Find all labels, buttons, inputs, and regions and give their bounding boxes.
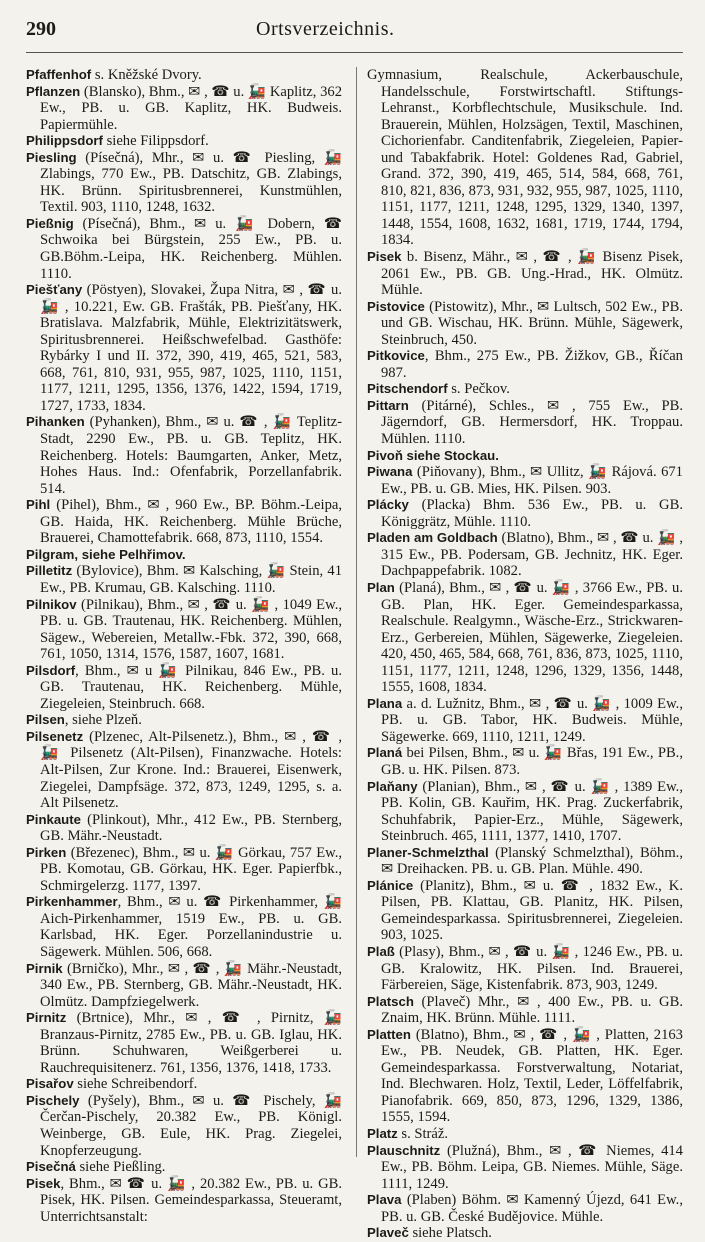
gazetteer-entry (26, 414, 342, 497)
gazetteer-entry (367, 530, 683, 580)
left-column (26, 67, 350, 1242)
page-header (26, 18, 683, 53)
entry-text: (Plzenec, Alt-Pilsenetz.), Bhm., ✉ , ☎ , 🚂 Pilsenetz (Alt-Pilsen), Finanzwache. Hotels: Alt-Pilsen, Zur Krone. Ind.: Brauerei, Eisenwerk, Ziegelei, Dampfsäge. 372, 873, 1249, 1295, s. a. Alt Pilsenetz. (40, 728, 342, 812)
entry-text: Gymnasium, Realschule, Ackerbauschule, Handelsschule, Forstwirtschaftl. Stiftungs-Lehranst., Korbflechtschule, Musikschule. Ind. Brauerein, Mühlen, Holzsägen, Textil, Maschinen, Cichorienfabr. Canditenfabrik, Ziegeleien, Papier- und Tabakfabrik. Hotel: Goldenes Rad, Gabriel, Grand. 372, 390, 419, 465, 514, 584, 668, 761, 810, 821, 836, 873, 931, 932, 955, 987, 1025, 1110, 1151, 1177, 1211, 1248, 1295, 1329, 1340, 1397, 1448, 1554, 1608, 1632, 1681, 1719, 1744, 1794, 1834. (366, 67, 683, 249)
gazetteer-entry (26, 597, 342, 663)
columns (26, 67, 683, 1242)
entry-headword: Platz (366, 1126, 398, 1141)
entry-text: (Plaveč) Mhr., ✉ , 400 Ew., PB. u. GB. Znaim, HK. Brünn. Mühle. 1111. (380, 993, 683, 1027)
entry-headword: Piesling (26, 149, 77, 165)
gazetteer-entry (367, 299, 683, 349)
entry-text: (Pistowitz), Mhr., ✉ Lultsch, 502 Ew., PB. und GB. Wischau, HK. Brünn. Mühle, Sägewerk, Steinbruch, 450. (380, 298, 683, 348)
gazetteer-entry (26, 1159, 342, 1176)
entry-headword: Plaveč (366, 1225, 409, 1241)
entry-headword: Pießnig (26, 215, 74, 231)
entry-text: (Placka) Bhm. 536 Ew., PB. u. GB. Königgrätz, Mühle. 1110. (380, 497, 683, 530)
entry-headword: Pflanzen (26, 83, 81, 99)
gazetteer-entry (367, 580, 683, 696)
entry-text: (Pöstyen), Slovakei, Župa Nitra, ✉ , ☎ u. 🚂 , 10.221, Ew. GB. Frašták, PB. Piešťany, HK. Bratislava. Malzfabrik, Mühle, Elektrizitätswerk, Spiritusbrennerei. Heißschwefelbad. Gasthöfe: Rybárky I und II. 372, 390, 419, 465, 521, 583, 668, 761, 810, 931, 955, 987, 1025, 1110, 1151, 1177, 1211, 1295, 1356, 1376, 1422, 1594, 1719, 1727, 1733, 1834. (40, 282, 342, 414)
gazetteer-entry (367, 497, 683, 530)
entry-text: (Pitárné), Schles., ✉ , 755 Ew., PB. Jägerndorf, GB. Hermersdorf, HK. Troppau. Mühlen. 1110. (380, 397, 683, 448)
gazetteer-entry (367, 994, 683, 1027)
entry-text: (Brničko), Mhr., ✉ , ☎ , 🚂 Mähr.-Neustadt, 340 Ew., PB. Sternberg, GB. Mähr.-Neustadt, HK. Olmütz. Dampfziegelwerk. (40, 960, 342, 1010)
gazetteer-entry (367, 745, 683, 778)
entry-headword: Pinkaute (26, 811, 81, 827)
gazetteer-entry (367, 1225, 683, 1242)
entry-text: (Blansko), Bhm., ✉ , ☎ u. 🚂 Kaplitz, 362 Ew., PB. u. GB. Kaplitz, HK. Budweis. Papiermühle. (40, 83, 342, 133)
entry-text: (Písečná), Bhm., ✉ u. 🚂 Dobern, ☎ Schwoika bei Bürgstein, 255 Ew., PB. u. GB.Böhm.-Leipa, HK. Reichenberg. Mühlen. 1110. (40, 215, 342, 282)
entry-headword: Pischely (26, 1092, 80, 1108)
entry-headword: Pitschendorf (366, 381, 448, 397)
entry-headword: Pirnitz (26, 1010, 67, 1026)
entry-text: (Blatno), Bhm., ✉ , ☎ , 🚂 , Platten, 2163 Ew., PB. Neudek, GB. Platten, HK. Eger. Gemeindesparkassa. Forstverwaltung, Notariat, Ind. Blechwaren. Holz, Textil, Leder, Löffelfabrik, Pianofabrik. 669, 850, 873, 1296, 1329, 1386, 1555, 1594. (380, 1026, 683, 1126)
gazetteer-entry (367, 1192, 683, 1225)
entry-text: , Bhm., 275 Ew., PB. Žižkov, GB., Říčan 987. (380, 348, 683, 381)
running-title: Ortsverzeichnis. (256, 18, 395, 40)
entry-text: b. Bisenz, Mähr., ✉ , ☎ , 🚂 Bisenz Pisek, 2061 Ew., PB. GB. Ung.-Hrad., HK. Olmütz. Mühle. (380, 249, 683, 299)
entry-text: (Březenec), Bhm., ✉ u. 🚂 Görkau, 757 Ew., PB. Komotau, GB. Görkau, HK. Eger. Papierfbk., Schmirgelerzg. 1177, 1397. (40, 844, 342, 894)
entry-text: , Bhm., ✉ u. ☎ Pirkenhammer, 🚂 Aich-Pirkenhammer, 1519 Ew., PB. u. GB. Karlsbad, HK. Eger. Porzellanindustrie u. Sägewerk. Mühlen. 506, 668. (40, 894, 342, 960)
entry-headword: Planá (366, 745, 403, 761)
entry-headword: Pisařov (26, 1076, 74, 1092)
gazetteer-entry (26, 1010, 342, 1076)
entry-headword: Pilnikov (26, 596, 77, 612)
page-number: 290 (26, 18, 56, 40)
entry-headword: Platsch (366, 993, 414, 1009)
gazetteer-entry (367, 67, 683, 249)
entry-headword: Pihl (26, 497, 51, 513)
gazetteer-entry (367, 1143, 683, 1193)
column-divider (356, 67, 357, 1157)
gazetteer-entry (367, 779, 683, 845)
entry-headword: Pittarn (366, 397, 409, 413)
gazetteer-entry (26, 845, 342, 895)
entry-headword: Planer-Schmelzthal (366, 844, 489, 860)
entry-headword: Plana (366, 695, 403, 711)
entry-headword: Piešťany (26, 282, 83, 298)
entry-headword: Philippsdorf (26, 133, 103, 149)
gazetteer-entry (26, 216, 342, 282)
entry-headword: Pladen am Goldbach (366, 530, 498, 546)
entry-text: (Plaben) Böhm. ✉ Kamenný Újezd, 641 Ew., PB. u. GB. České Budějovice. Mühle. (380, 1192, 683, 1225)
entry-headword: Pilletitz (26, 563, 73, 579)
gazetteer-entry (367, 696, 683, 746)
gazetteer-entry (26, 282, 342, 414)
entry-text: , Bhm., ✉ ☎ u. 🚂 , 20.382 Ew., PB. u. GB. Pisek, HK. Pilsen. Gemeindesparkassa, Steueramt, Unterrichtsanstalt: (40, 1175, 342, 1225)
gazetteer-entry (367, 448, 683, 465)
entry-text: (Písečná), Mhr., ✉ u. ☎ Piesling, 🚂 Zlabings, 770 Ew., PB. Datschitz, GB. Zlabings, HK. Brünn. Spiritusbrennerei, Kunstmühlen, Textil. 903, 1110, 1248, 1632. (40, 149, 342, 216)
gazetteer-entry (26, 712, 342, 729)
entry-text: (Bylovice), Bhm. ✉ Kalsching, 🚂 Stein, 41 Ew., PB. Krumau, GB. Kalsching. 1110. (40, 563, 342, 596)
entry-text: siehe Pießling. (75, 1159, 166, 1176)
entry-headword: Pilsdorf (26, 662, 76, 678)
entry-headword: Plava (366, 1192, 402, 1208)
entry-headword: Pilsenetz (26, 728, 84, 744)
entry-headword: Plan (366, 579, 395, 595)
entry-text: (Piňovany), Bhm., ✉ Ullitz, 🚂 Rájová. 671 Ew., PB. u. GB. Mies, HK. Pilsen. 903. (380, 464, 683, 497)
entry-headword: Pitkovice (366, 348, 425, 364)
entry-text: a. d. Lužnitz, Bhm., ✉ , ☎ u. 🚂 , 1009 Ew., PB. u. GB. Tabor, HK. Budweis. Mühle, Sägewerke. 669, 1110, 1211, 1249. (380, 695, 683, 745)
entry-text: siehe Platsch. (408, 1225, 492, 1242)
right-column (363, 67, 683, 1242)
entry-text: (Plasy), Bhm., ✉ , ☎ u. 🚂 , 1246 Ew., PB. u. GB. Kralowitz, HK. Pilsen. Ind. Brauerei, Färbereien, Säge, Kistenfabrik. 873, 903, 1249. (380, 943, 683, 994)
entry-headword: Pilsen (26, 712, 65, 728)
entry-text: (Pyšely), Bhm., ✉ u. ☎ Pischely, 🚂 Čerčan-Pischely, 20.382 Ew., PB. Königl. Weinberge, GB. Eule, HK. Prag. Ziegelei, Knopferzeugung. (40, 1092, 342, 1159)
entry-headword: Piwana (366, 464, 413, 480)
entry-headword: Platten (366, 1026, 411, 1042)
entry-text: (Plinkout), Mhr., 412 Ew., PB. Sternberg, GB. Mähr.-Neustadt. (40, 811, 342, 845)
entry-text: , siehe Plzeň. (64, 712, 142, 729)
gazetteer-entry (26, 84, 342, 134)
entry-headword: Plaňany (366, 778, 418, 794)
entry-text: (Plužná), Bhm., ✉ , ☎ Niemes, 414 Ew., PB. Böhm. Leipa, GB. Niemes. Mühle, Säge. 1111, 1249. (380, 1142, 683, 1192)
gazetteer-entry (367, 944, 683, 994)
entry-headword: Pirnik (26, 960, 63, 976)
entry-headword: Plácky (366, 497, 409, 513)
gazetteer-entry (367, 845, 683, 878)
entry-headword: Plánice (366, 877, 414, 893)
gazetteer-entry (26, 1076, 342, 1093)
gazetteer-entry (367, 1027, 683, 1126)
gazetteer-entry (367, 348, 683, 381)
gazetteer-entry (367, 381, 683, 398)
gazetteer-entry (367, 878, 683, 944)
gazetteer-entry (367, 249, 683, 299)
gazetteer-entry (26, 67, 342, 84)
gazetteer-entry (26, 547, 342, 564)
entry-text: (Pihel), Bhm., ✉ , 960 Ew., BP. Böhm.-Leipa, GB. Haida, HK. Reichenberg. Mühle Brüche, Brauerei, Chamottefabrik. 668, 873, 1110, 1554. (40, 497, 342, 547)
entry-headword: Pisečná (26, 1159, 76, 1175)
entry-text: siehe Schreibendorf. (73, 1076, 198, 1093)
entry-headword: Pirken (26, 844, 67, 860)
entry-headword: Pilgram, siehe Pelhřimov. (26, 546, 186, 562)
entry-text: (Planitz), Bhm., ✉ u. ☎ , 1832 Ew., K. Pilsen, PB. Klattau, GB. Planitz, HK. Pilsen, Gemeindesparkassa. Spiritusbrennerei, Ziegeleien. 903, 1025. (380, 877, 683, 944)
gazetteer-entry (367, 1126, 683, 1143)
entry-text: (Blatno), Bhm., ✉ , ☎ u. 🚂 , 315 Ew., PB. Podersam, GB. Jechnitz, HK. Eger. Dachpappefabrik. 1082. (380, 530, 683, 580)
entry-text: (Planský Schmelzthal), Böhm., ✉ Dreihacken. PB. u. GB. Plan. Mühle. 490. (380, 844, 683, 878)
entry-text: (Planá), Bhm., ✉ , ☎ u. 🚂 , 3766 Ew., PB. u. GB. Plan, HK. Eger. Gemeindesparkassa, Realschule. Realgymn., Wäsche-Erz., Strickwaren-Erz., Gerbereien, Mühlen, Sägewerke, Ziegeleien. 420, 450, 465, 584, 668, 761, 836, 873, 1025, 1110, 1151, 1177, 1211, 1248, 1296, 1329, 1356, 1448, 1555, 1608, 1834. (380, 579, 683, 696)
gazetteer-entry (26, 663, 342, 713)
entry-headword: Plaß (366, 943, 395, 959)
entry-text: s. Kněžské Dvory. (91, 67, 202, 83)
entry-headword: Pisek (26, 1175, 61, 1191)
gazetteer-entry (26, 150, 342, 216)
entry-text: s. Stráž. (397, 1126, 449, 1142)
gazetteer-entry (367, 398, 683, 448)
gazetteer-entry (26, 1176, 342, 1226)
entry-text: (Planian), Bhm., ✉ , ☎ u. 🚂 , 1389 Ew., PB. Kolin, GB. Kauřim, HK. Prag. Zuckerfabrik, Schuhfabrik, Papier-Erz., Mühle, Sägewerk, Steinbruch. 465, 1111, 1377, 1410, 1707. (380, 778, 683, 845)
entry-text: (Pyhanken), Bhm., ✉ u. ☎ , 🚂 Teplitz-Stadt, 2290 Ew., PB. u. GB. Teplitz, HK. Reichenberg. Hotels: Baumgarten, Anker, Metz, Hohes Haus. Ind.: Ofenfabrik, Porzellanfabrik. 514. (40, 414, 342, 497)
entry-text: (Brtnice), Mhr., ✉ , ☎ , Pirnitz, 🚂 Branzaus-Pirnitz, 2785 Ew., PB. u. GB. Iglau, HK. Brünn. Schuhwaren, Weißgerberei u. Rauchrequisitenerz. 761, 1356, 1376, 1418, 1733. (40, 1010, 342, 1076)
entry-text: siehe Filippsdorf. (102, 133, 209, 150)
entry-headword: Plauschnitz (366, 1142, 441, 1158)
gazetteer-entry (26, 961, 342, 1011)
entry-headword: Pisek (366, 249, 402, 265)
entry-headword: Pistovice (366, 298, 425, 314)
entry-headword: Pfaffenhof (26, 67, 92, 82)
gazetteer-entry (26, 894, 342, 960)
gazetteer-entry (26, 133, 342, 150)
entry-headword: Pirkenhammer (26, 894, 118, 910)
entry-headword: Pihanken (26, 414, 85, 430)
entry-text: bei Pilsen, Bhm., ✉ u. 🚂 Břas, 191 Ew., PB., GB. u. HK. Pilsen. 873. (380, 745, 683, 778)
gazetteer-entry (26, 497, 342, 547)
gazetteer-entry (26, 812, 342, 845)
entry-text: s. Pečkov. (447, 381, 510, 398)
entry-text: , Bhm., ✉ u 🚂 Pilnikau, 846 Ew., PB. u. GB. Trautenau, HK. Reichenberg. Mühle, Ziegeleien, Steinbruch. 668. (40, 662, 342, 712)
gazetteer-entry (26, 1093, 342, 1159)
gazetteer-entry (26, 563, 342, 596)
entry-headword: Pivoň siehe Stockau. (366, 447, 499, 463)
entry-text: (Pilnikau), Bhm., ✉ , ☎ u. 🚂 , 1049 Ew., PB. u. GB. Trautenau, HK. Reichenberg. Mühlen, Sägew., Webereien, Metallw.-Fbk. 372, 390, 668, 761, 1050, 1314, 1576, 1587, 1607, 1681. (40, 596, 342, 663)
gazetteer-entry (26, 729, 342, 812)
gazetteer-entry (367, 464, 683, 497)
